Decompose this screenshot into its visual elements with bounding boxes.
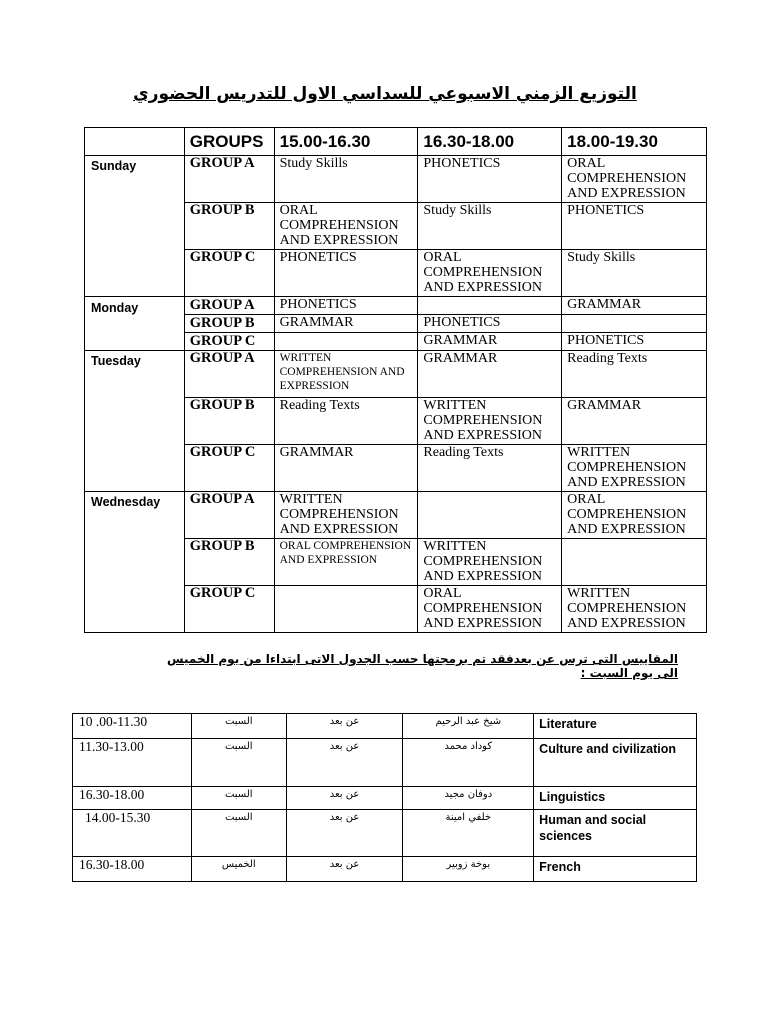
slot-cell: WRITTEN COMPREHENSION AND EXPRESSION [562, 445, 707, 492]
group-label: GROUP A [184, 351, 274, 398]
group-label: GROUP C [184, 445, 274, 492]
table-row [85, 492, 707, 539]
module-day: الخميس [191, 857, 286, 882]
slot-cell: WRITTEN COMPREHENSION AND EXPRESSION [274, 492, 418, 539]
distance-modules-note: المقاييس التى ترس عن بعدفقد تم برمجتها حسب الجدول الاتى ابتداءا من يوم الخميس الى يوم السبت : [167, 652, 678, 680]
slot-cell: PHONETICS [562, 203, 707, 250]
slot-cell: GRAMMAR [418, 333, 562, 351]
slot-cell: GRAMMAR [562, 398, 707, 445]
module-mode: عن بعد [286, 857, 403, 882]
slot-cell [562, 539, 707, 586]
slot-cell [274, 333, 418, 351]
group-label: GROUP B [184, 398, 274, 445]
slot-cell: WRITTEN COMPREHENSION AND EXPRESSION [274, 351, 418, 398]
day-wednesday: Wednesday [85, 492, 185, 633]
header-slot-2: 16.30-18.00 [418, 128, 562, 156]
group-label: GROUP A [184, 492, 274, 539]
slot-cell: Study Skills [418, 203, 562, 250]
slot-cell: PHONETICS [418, 315, 562, 333]
header-slot-3: 18.00-19.30 [562, 128, 707, 156]
module-name: French [534, 857, 697, 882]
module-time: 16.30-18.00 [73, 787, 192, 810]
module-name: Literature [534, 714, 697, 739]
module-name: Culture and civilization [534, 739, 697, 787]
table-row [73, 857, 697, 882]
module-day: السبت [191, 810, 286, 857]
slot-cell: WRITTEN COMPREHENSION AND EXPRESSION [418, 398, 562, 445]
slot-cell: ORAL COMPREHENSION AND EXPRESSION [274, 203, 418, 250]
module-time: 10 .00-11.30 [73, 714, 192, 739]
module-time: 16.30-18.00 [73, 857, 192, 882]
slot-cell: GRAMMAR [274, 315, 418, 333]
module-teacher: كوداد محمد [403, 739, 534, 787]
module-teacher: بوخة زوبير [403, 857, 534, 882]
group-label: GROUP B [184, 315, 274, 333]
module-mode: عن بعد [286, 787, 403, 810]
header-day-cell [85, 128, 185, 156]
module-teacher: دوفان مجيد [403, 787, 534, 810]
group-label: GROUP C [184, 586, 274, 633]
day-sunday: Sunday [85, 156, 185, 297]
slot-cell [274, 586, 418, 633]
table-row [73, 810, 697, 857]
slot-cell: GRAMMAR [274, 445, 418, 492]
slot-cell: ORAL COMPREHENSION AND EXPRESSION [274, 539, 418, 586]
slot-cell: ORAL COMPREHENSION AND EXPRESSION [418, 586, 562, 633]
table-row [73, 787, 697, 810]
slot-cell: Study Skills [562, 250, 707, 297]
module-teacher: شيخ عبد الرحيم [403, 714, 534, 739]
slot-cell: PHONETICS [562, 333, 707, 351]
page-title: التوزيع الزمني الاسبوعي للسداسي الاول للتدريس الحضوري [133, 84, 637, 104]
module-time: 11.30-13.00 [73, 739, 192, 787]
group-label: GROUP C [184, 333, 274, 351]
header-slot-1: 15.00-16.30 [274, 128, 418, 156]
module-name: Human and social sciences [534, 810, 697, 857]
slot-cell: GRAMMAR [562, 297, 707, 315]
module-mode: عن بعد [286, 810, 403, 857]
slot-cell: PHONETICS [274, 297, 418, 315]
slot-cell: PHONETICS [418, 156, 562, 203]
group-label: GROUP A [184, 297, 274, 315]
slot-cell: Study Skills [274, 156, 418, 203]
slot-cell: GRAMMAR [418, 351, 562, 398]
group-label: GROUP B [184, 539, 274, 586]
weekly-schedule-table [84, 127, 707, 633]
slot-cell: WRITTEN COMPREHENSION AND EXPRESSION [418, 539, 562, 586]
module-teacher: خلفي امينة [403, 810, 534, 857]
group-label: GROUP C [184, 250, 274, 297]
module-day: السبت [191, 739, 286, 787]
module-mode: عن بعد [286, 714, 403, 739]
day-monday: Monday [85, 297, 185, 351]
slot-cell [418, 297, 562, 315]
module-day: السبت [191, 787, 286, 810]
day-tuesday: Tuesday [85, 351, 185, 492]
group-label: GROUP A [184, 156, 274, 203]
slot-cell: Reading Texts [562, 351, 707, 398]
slot-cell: ORAL COMPREHENSION AND EXPRESSION [418, 250, 562, 297]
slot-cell [562, 315, 707, 333]
table-row [73, 739, 697, 787]
slot-cell [418, 492, 562, 539]
table-row [73, 714, 697, 739]
table-row [85, 297, 707, 315]
table-row [85, 156, 707, 203]
slot-cell: Reading Texts [418, 445, 562, 492]
table-row [85, 351, 707, 398]
slot-cell: PHONETICS [274, 250, 418, 297]
schedule-header-row [85, 128, 707, 156]
slot-cell: Reading Texts [274, 398, 418, 445]
module-day: السبت [191, 714, 286, 739]
slot-cell: ORAL COMPREHENSION AND EXPRESSION [562, 156, 707, 203]
slot-cell: ORAL COMPREHENSION AND EXPRESSION [562, 492, 707, 539]
module-time: 14.00-15.30 [73, 810, 192, 857]
module-mode: عن بعد [286, 739, 403, 787]
group-label: GROUP B [184, 203, 274, 250]
slot-cell: WRITTEN COMPREHENSION AND EXPRESSION [562, 586, 707, 633]
module-name: Linguistics [534, 787, 697, 810]
distance-modules-table [72, 713, 697, 882]
header-groups: GROUPS [184, 128, 274, 156]
